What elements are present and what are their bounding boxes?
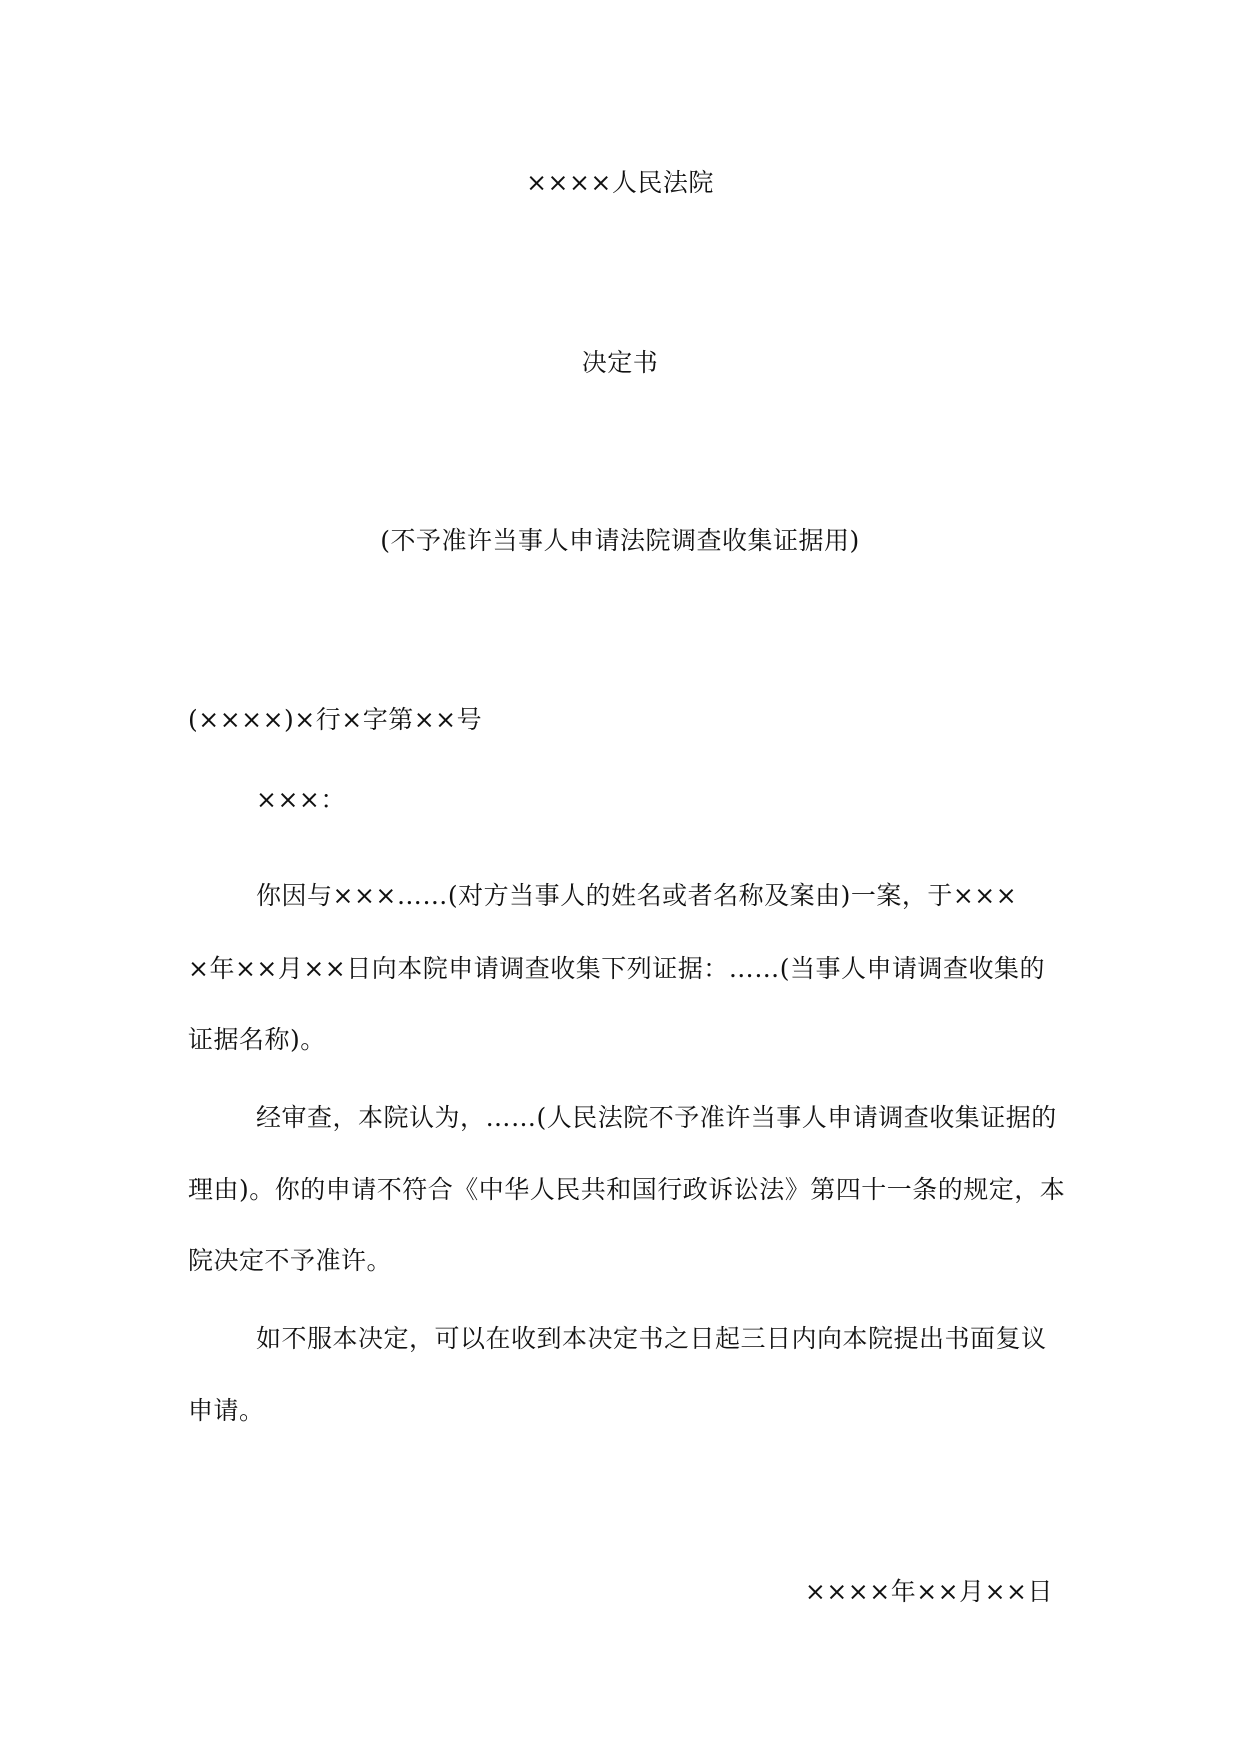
paragraph-2-line-3: 院决定不予准许。 — [188, 1246, 393, 1275]
paragraph-2-line-1: 经审查，本院认为，……(人民法院不予准许当事人申请调查收集证据的 — [256, 1103, 1057, 1132]
court-name: ××××人民法院 — [526, 168, 714, 197]
document-date: ××××年××月××日 — [804, 1577, 1053, 1606]
paragraph-3-line-1: 如不服本决定，可以在收到本决定书之日起三日内向本院提出书面复议 — [256, 1324, 1047, 1353]
paragraph-3-line-2: 申请。 — [188, 1396, 265, 1425]
paragraph-2-line-2: 理由)。你的申请不符合《中华人民共和国行政诉讼法》第四十一条的规定，本 — [188, 1175, 1066, 1204]
paragraph-1-line-2: ×年××月××日向本院申请调查收集下列证据：……(当事人申请调查收集的 — [188, 954, 1045, 983]
document-subtitle: (不予准许当事人申请法院调查收集证据用) — [380, 526, 860, 555]
document-type-title: 决定书 — [581, 348, 659, 377]
paragraph-1-line-1: 你因与×××……(对方当事人的姓名或者名称及案由)一案，于××× — [256, 881, 1018, 910]
addressee: ×××： — [256, 785, 346, 814]
case-number: (××××)×行×字第××号 — [188, 705, 483, 734]
paragraph-1-line-3: 证据名称)。 — [188, 1025, 326, 1054]
